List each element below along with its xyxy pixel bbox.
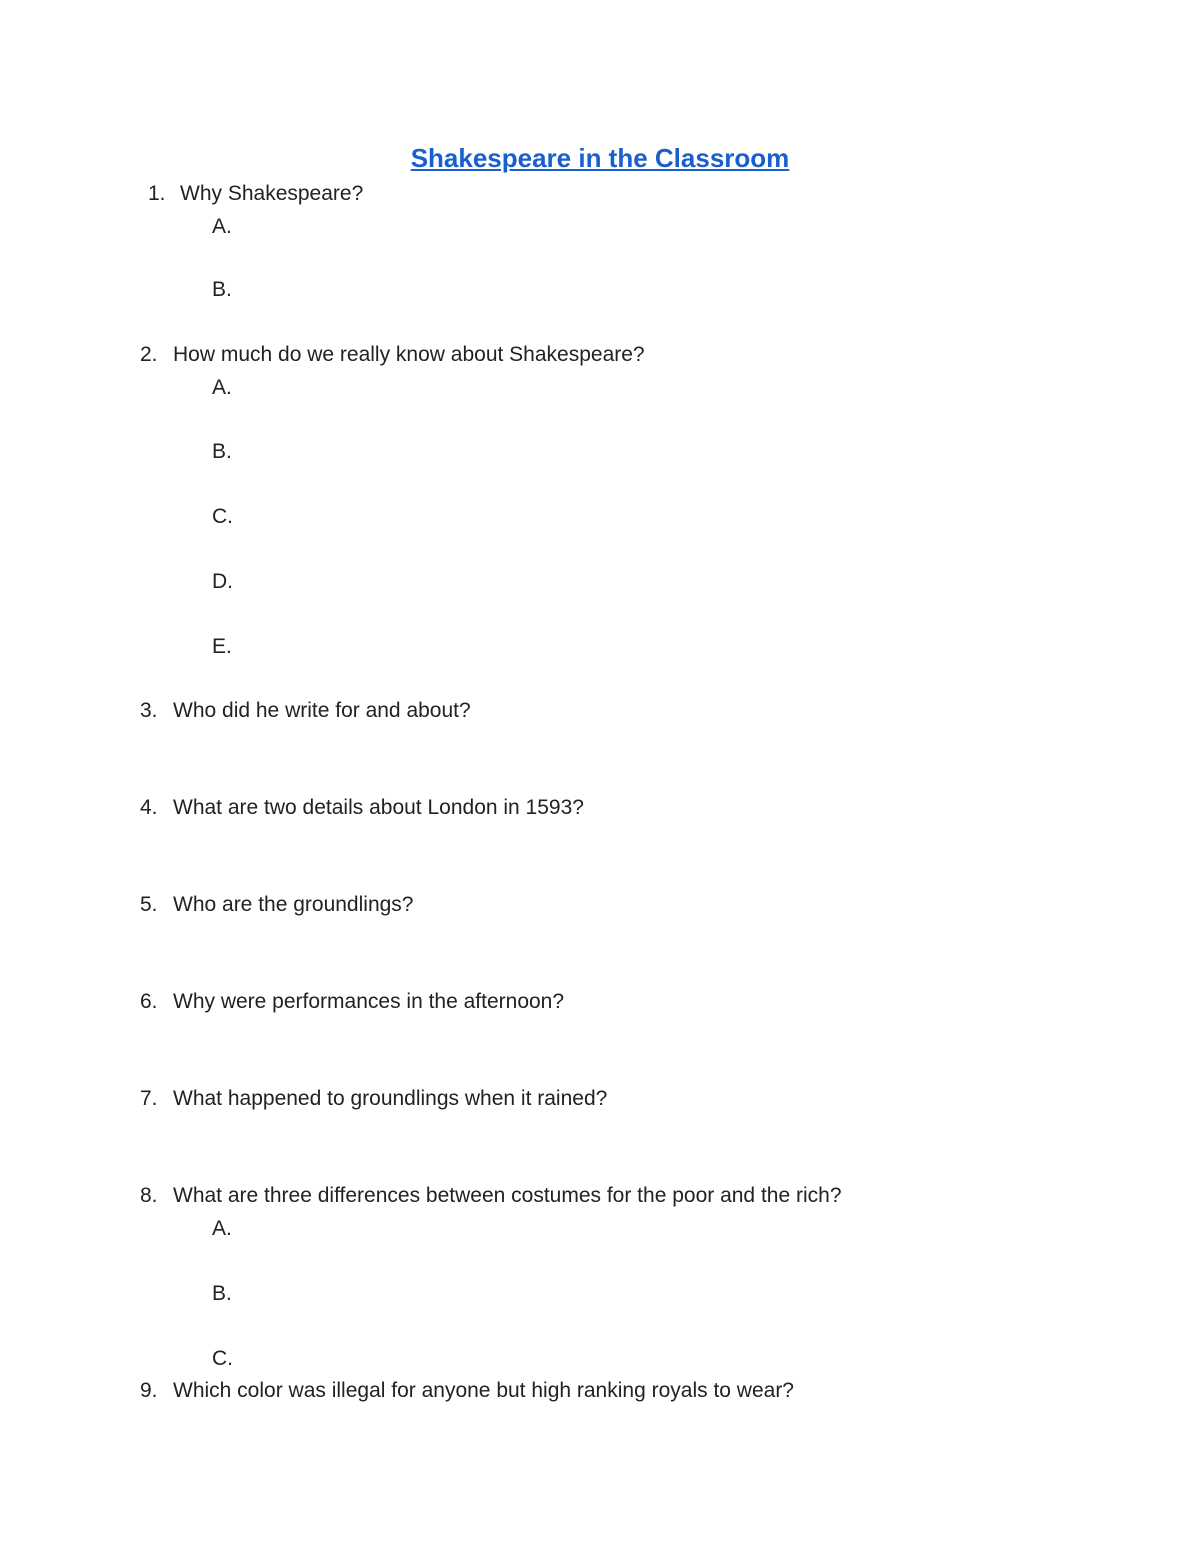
answer-letter: B. (212, 440, 232, 463)
question-text: What are three differences between costumes for the poor and the rich? (173, 1184, 842, 1207)
answer-letter: A. (212, 376, 232, 399)
question-text: What happened to groundlings when it rained? (173, 1087, 608, 1110)
question-text: What are two details about London in 1593? (173, 796, 584, 819)
answer-letter: E. (212, 635, 232, 658)
question-number: 6. (140, 990, 158, 1013)
question-text: Who did he write for and about? (173, 699, 471, 722)
answer-letter: B. (212, 1282, 232, 1305)
question-text: Why were performances in the afternoon? (173, 990, 565, 1013)
answer-letter: A. (212, 215, 232, 238)
answer-letter: A. (212, 1217, 232, 1240)
question-number: 5. (140, 893, 158, 916)
question-number: 9. (140, 1379, 158, 1402)
question-text: How much do we really know about Shakespeare? (173, 343, 645, 366)
question-number: 2. (140, 343, 158, 366)
question-text: Why Shakespeare? (180, 182, 364, 205)
question-number: 3. (140, 699, 158, 722)
question-number: 1. (148, 182, 166, 205)
answer-letter: B. (212, 278, 232, 301)
question-number: 8. (140, 1184, 158, 1207)
question-text: Which color was illegal for anyone but high ranking royals to wear? (173, 1379, 794, 1402)
question-number: 7. (140, 1087, 158, 1110)
page-title: Shakespeare in the Classroom (410, 143, 790, 173)
answer-letter: D. (212, 570, 233, 593)
question-number: 4. (140, 796, 158, 819)
answer-letter: C. (212, 505, 233, 528)
answer-letter: C. (212, 1347, 233, 1370)
question-text: Who are the groundlings? (173, 893, 414, 916)
